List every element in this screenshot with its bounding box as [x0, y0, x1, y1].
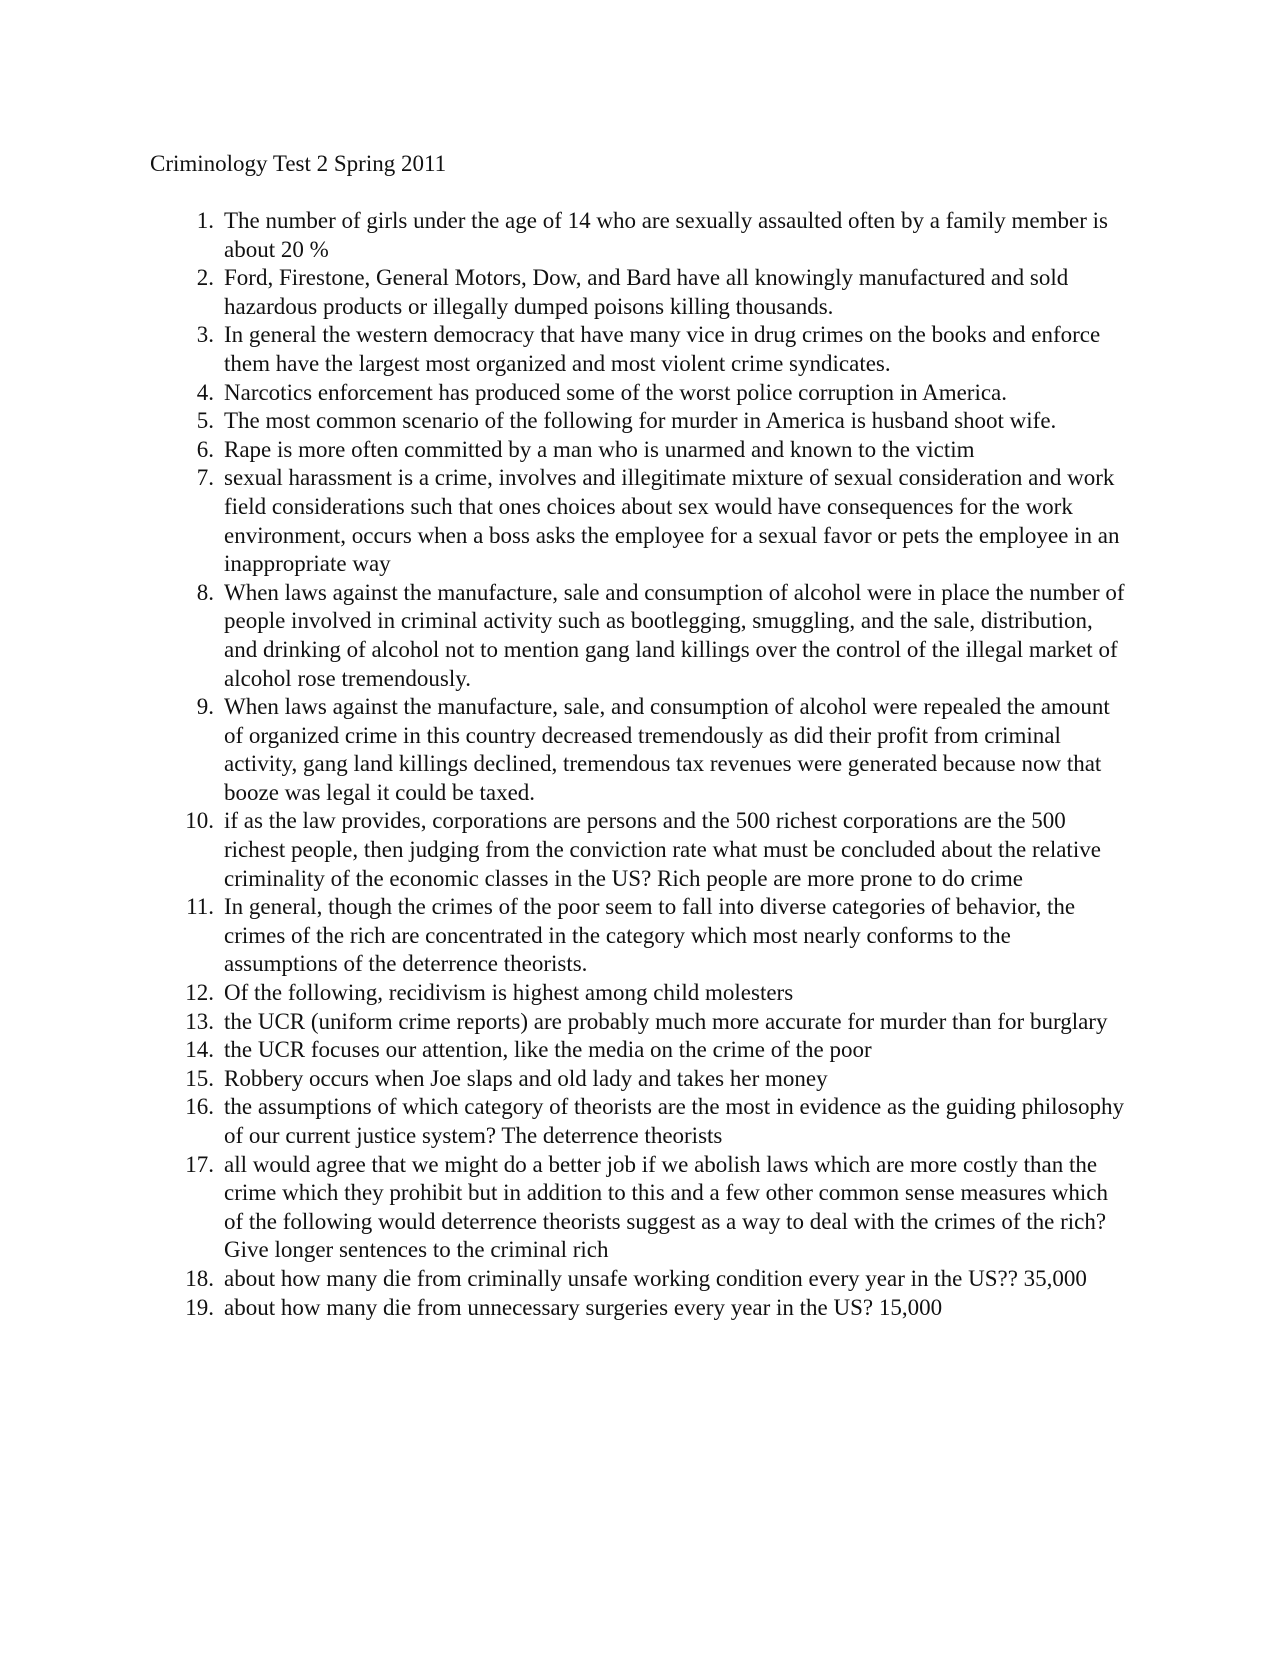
- list-item: [150, 1294, 1130, 1323]
- item-number: 2.: [196, 265, 214, 291]
- item-number: 8.: [196, 579, 214, 605]
- list-item: [150, 1036, 1130, 1065]
- item-text: sexual harassment is a crime, involves and illegitimate mixture of sexual consideration and work field considerations such that ones choices about sex would have consequences for the work environment, occurs when a boss asks the employee for a sexual favor or pets the employee in an inappropriate way: [224, 465, 1120, 577]
- item-number: 12.: [185, 980, 214, 1006]
- item-text: Rape is more often committed by a man who is unarmed and known to the victim: [224, 436, 975, 462]
- list-item: [150, 693, 1130, 807]
- list-item: [150, 464, 1130, 578]
- item-number: 16.: [185, 1094, 214, 1120]
- item-text: Ford, Firestone, General Motors, Dow, and Bard have all knowingly manufactured and sold hazardous products or illegally dumped poisons killing thousands.: [224, 265, 1069, 319]
- item-text: In general the western democracy that have many vice in drug crimes on the books and enforce them have the largest most organized and most violent crime syndicates.: [224, 322, 1101, 376]
- item-text: Of the following, recidivism is highest among child molesters: [224, 980, 794, 1006]
- item-number: 1.: [196, 208, 214, 233]
- item-text: The most common scenario of the following for murder in America is husband shoot wife.: [224, 408, 1057, 434]
- item-number: 15.: [185, 1065, 214, 1091]
- list-item: [150, 1093, 1130, 1150]
- list-item: [150, 379, 1130, 408]
- item-text: When laws against the manufacture, sale, and consumption of alcohol were repealed the amount of organized crime in this country decreased tremendously as did their profit from criminal activity, gang land killings declined, tremendous tax revenues were generated because now that booze was legal it could be taxed.: [224, 694, 1110, 805]
- item-number: 14.: [185, 1037, 214, 1063]
- item-number: 17.: [185, 1151, 214, 1177]
- item-number: 13.: [185, 1008, 214, 1034]
- item-number: 11.: [186, 894, 214, 920]
- list-item: [150, 807, 1130, 893]
- item-number: 18.: [185, 1265, 214, 1291]
- list-item: [150, 321, 1130, 378]
- list-item: [150, 979, 1130, 1008]
- item-text: about how many die from criminally unsafe working condition every year in the US?? 35,000: [224, 1265, 1087, 1291]
- document-title: Criminology Test 2 Spring 2011: [150, 151, 447, 176]
- list-item: [150, 1265, 1130, 1294]
- list-item: [150, 1151, 1130, 1265]
- item-number: 4.: [196, 379, 214, 405]
- item-number: 7.: [196, 465, 214, 491]
- item-text: When laws against the manufacture, sale and consumption of alcohol were in place the number of people involved in criminal activity such as bootlegging, smuggling, and the sale, distribution, and drinking of alcohol not to mention gang land killings over the control of the illegal market of alcohol rose tremendously.: [224, 579, 1125, 691]
- item-number: 10.: [185, 808, 214, 834]
- list-item: [150, 207, 1130, 264]
- item-text: In general, though the crimes of the poor seem to fall into diverse categories of behavior, the crimes of the rich are concentrated in the category which most nearly conforms to the assumptions of the deterrence theorists.: [224, 894, 1076, 977]
- list-item: [150, 407, 1130, 436]
- item-number: 5.: [196, 408, 214, 434]
- item-text: about how many die from unnecessary surgeries every year in the US? 15,000: [224, 1294, 943, 1320]
- item-number: 3.: [196, 322, 214, 348]
- list-item: [150, 1008, 1130, 1037]
- item-text: the assumptions of which category of theorists are the most in evidence as the guiding philosophy of our current justice system? The deterrence theorists: [224, 1094, 1125, 1148]
- item-text: The number of girls under the age of 14 who are sexually assaulted often by a family member is about 20 %: [224, 208, 1108, 262]
- item-text: if as the law provides, corporations are persons and the 500 richest corporations are the 500 richest people, then judging from the conviction rate what must be concluded about the relative criminality of the economic classes in the US? Rich people are more prone to do crime: [224, 808, 1101, 891]
- list-item: [150, 1065, 1130, 1094]
- item-text: all would agree that we might do a better job if we abolish laws which are more costly than the crime which they prohibit but in addition to this and a few other common sense measures which of the following would deterrence theorists suggest as a way to deal with the crimes of the rich? Give longer sentences to the criminal rich: [224, 1151, 1109, 1263]
- item-number: 19.: [185, 1294, 214, 1320]
- list-item: [150, 579, 1130, 693]
- item-text: Robbery occurs when Joe slaps and old lady and takes her money: [224, 1065, 828, 1091]
- item-number: 6.: [196, 436, 214, 462]
- item-number: 9.: [196, 694, 214, 720]
- item-text: Narcotics enforcement has produced some of the worst police corruption in America.: [224, 379, 1008, 405]
- list-item: [150, 264, 1130, 321]
- item-text: the UCR (uniform crime reports) are probably much more accurate for murder than for burglary: [224, 1008, 1108, 1034]
- list-item: [150, 436, 1130, 465]
- item-text: the UCR focuses our attention, like the media on the crime of the poor: [224, 1037, 872, 1063]
- list-item: [150, 893, 1130, 979]
- question-list: [150, 207, 1130, 1322]
